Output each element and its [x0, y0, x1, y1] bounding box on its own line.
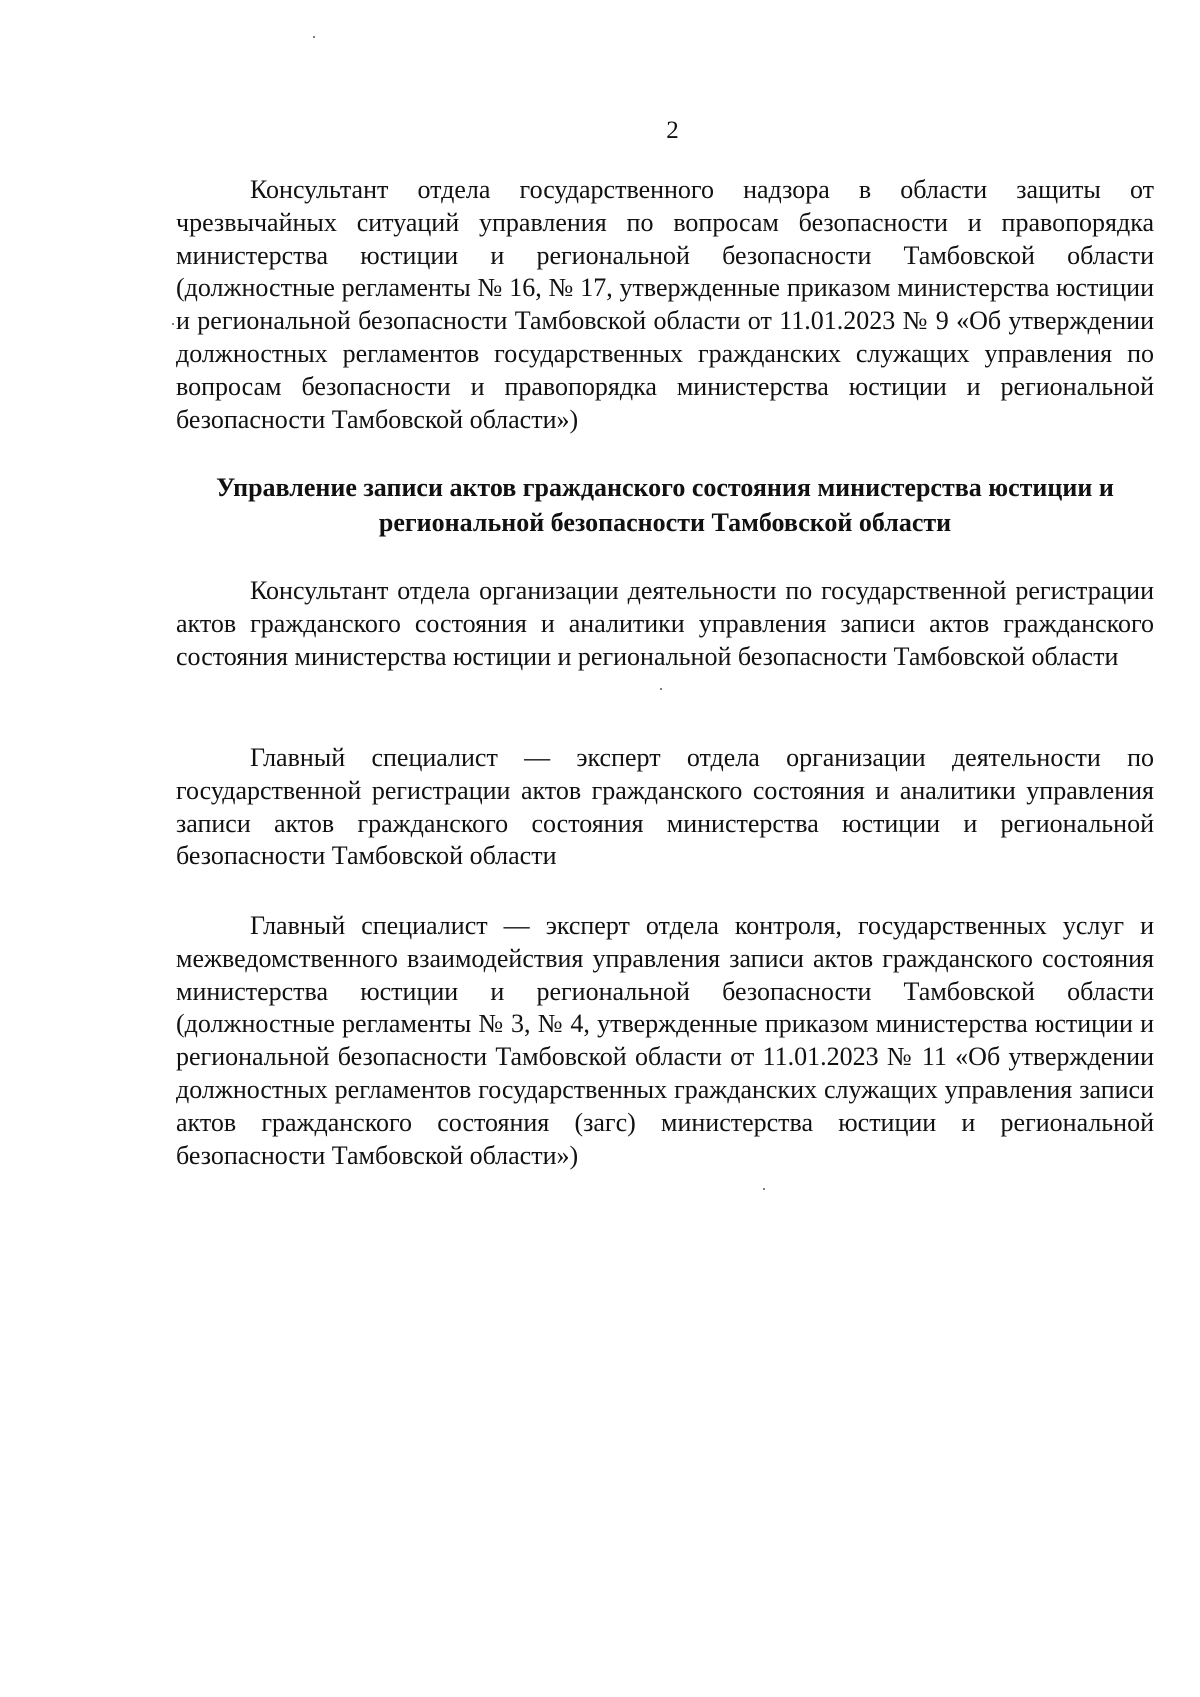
paragraph-chief-specialist-registration — [176, 742, 1154, 873]
paragraph-text: Консультант отдела государственного надзора в области защиты от чрезвычайных ситуаций управления по вопросам безопасности и правопорядка министерства юстиции и региональной безопасности Тамбовской области (должностные регламенты № 16, № 17, утвержденные приказом министерства юстиции и региональной безопасности Тамбовской области от 11.01.2023 № 9 «Об утверждении должностных регламентов государственных гражданских служащих управления по вопросам безопасности и правопорядка министерства юстиции и региональной безопасности Тамбовской области») — [176, 175, 1154, 434]
section-heading: Управление записи актов гражданского состояния министерства юстиции и региональной безопасности Тамбовской области — [216, 473, 1114, 537]
page-number: 2 — [666, 117, 679, 144]
scan-speck — [313, 36, 315, 38]
scan-speck — [763, 1188, 765, 1190]
scan-speck — [660, 688, 662, 690]
scan-speck — [172, 323, 174, 325]
paragraph-consultant-security — [176, 174, 1154, 436]
paragraph-chief-specialist-control — [176, 910, 1154, 1172]
paragraph-text: Консультант отдела организации деятельности по государственной регистрации актов гражданского состояния и аналитики управления записи актов гражданского состояния министерства юстиции и региональной безопасности Тамбовской области — [176, 576, 1154, 671]
paragraph-text: Главный специалист — эксперт отдела организации деятельности по государственной регистрации актов гражданского состояния и аналитики управления записи актов гражданского состояния министерства юстиции и региональной безопасности Тамбовской области — [176, 743, 1154, 871]
paragraph-consultant-registration — [176, 575, 1154, 673]
paragraph-text: Главный специалист — эксперт отдела контроля, государственных услуг и межведомственного взаимодействия управления записи актов гражданского состояния министерства юстиции и региональной безопасности Тамбовской области (должностные регламенты № 3, № 4, утвержденные приказом министерства юстиции и региональной безопасности Тамбовской области от 11.01.2023 № 11 «Об утверждении должностных регламентов государственных гражданских служащих управления записи актов гражданского состояния (загс) министерства юстиции и региональной безопасности Тамбовской области») — [176, 911, 1154, 1170]
